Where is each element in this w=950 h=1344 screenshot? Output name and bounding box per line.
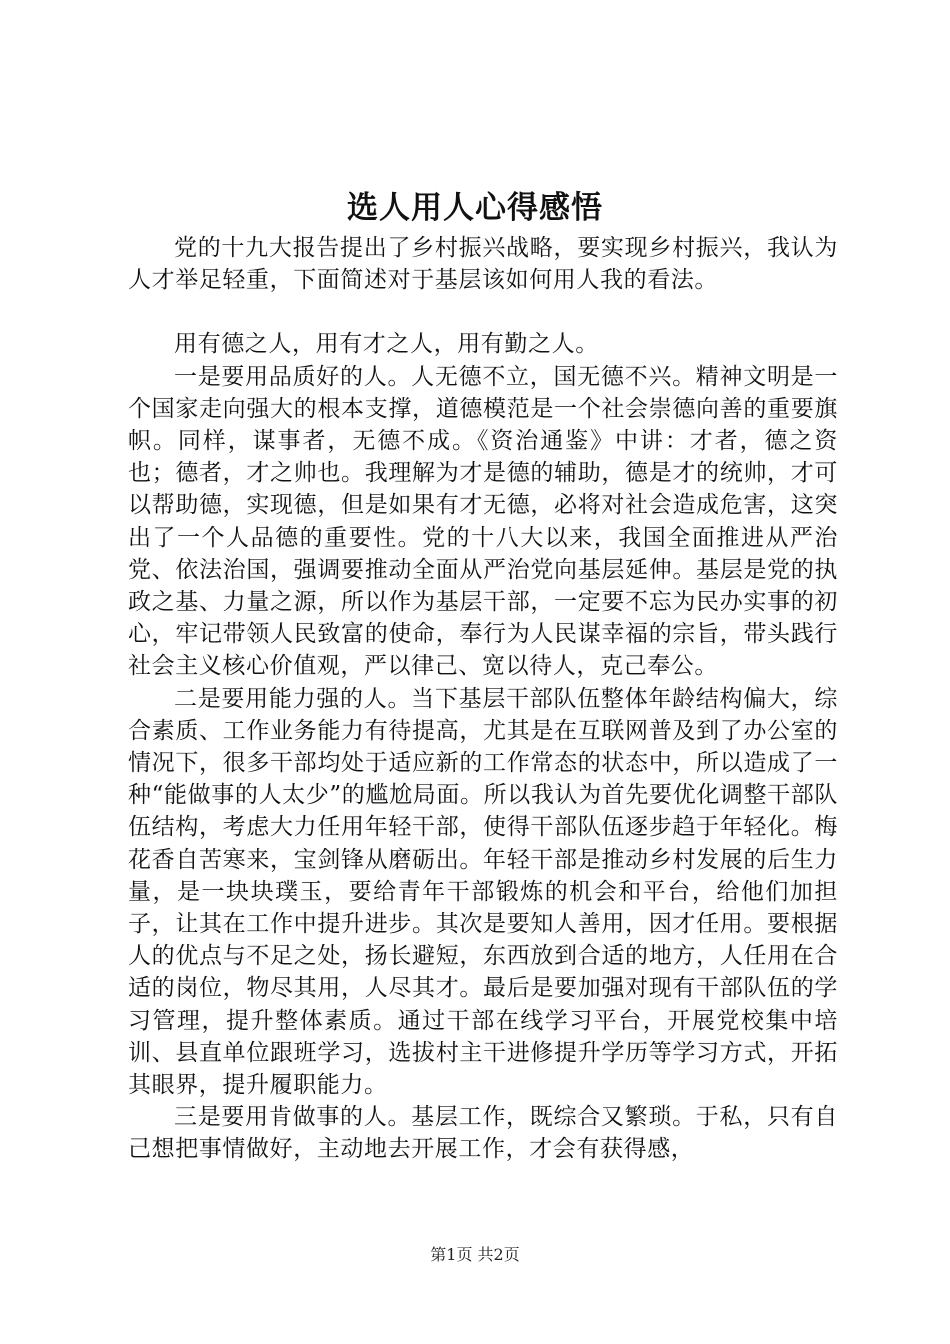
point-two-paragraph: 二是要用能力强的人。当下基层干部队伍整体年龄结构偏大，综合素质、工作业务能力有待提高，尤其是在互联网普及到了办公室的情况下，很多干部均处于适应新的工作常态的状态中，所以造成了一种“能做事的人太少”的尴尬局面。所以我认为首先要优化调整干部队伍结构，考虑大力任用年轻干部，使得干部队伍逐步趋于年轻化。梅花香自苦寒来，宝剑锋从磨砺出。年轻干部是推动乡村发展的后生力量，是一块块璞玉，要给青年干部锻炼的机会和平台，给他们加担子，让其在工作中提升进步。其次是要知人善用，因才任用。要根据人的优点与不足之处，扬长避短，东西放到合适的地方，人任用在合适的岗位，物尽其用，人尽其才。最后是要加强对现有干部队伍的学习管理，提升整体素质。通过干部在线学习平台，开展党校集中培训、县直单位跟班学习，选拔村主干进修提升学历等学习方式，开拓其眼界，提升履职能力。	[128, 685, 838, 1099]
page-footer: 第1页 共2页	[430, 1245, 520, 1264]
intro-paragraph: 党的十九大报告提出了乡村振兴战略，要实现乡村振兴，我认为人才举足轻重，下面简述对于基层该如何用人我的看法。	[128, 235, 838, 294]
document-title: 选人用人心得感悟	[347, 190, 603, 226]
point-three-paragraph: 三是要用肯做事的人。基层工作，既综合又繁琐。于私，只有自己想把事情做好，主动地去开展工作，才会有获得感，	[128, 1104, 838, 1163]
point-one-paragraph: 一是要用品质好的人。人无德不立，国无德不兴。精神文明是一个国家走向强大的根本支撑，道德模范是一个社会崇德向善的重要旗帜。同样，谋事者，无德不成。《资治通鉴》中讲：才者，德之资也；德者，才之帅也。我理解为才是德的辅助，德是才的统帅，才可以帮助德，实现德，但是如果有才无德，必将对社会造成危害，这突出了一个人品德的重要性。党的十八大以来，我国全面推进从严治党、依法治国，强调要推动全面从严治党向基层延伸。基层是党的执政之基、力量之源，所以作为基层干部，一定要不忘为民办实事的初心，牢记带领人民致富的使命，奉行为人民谋幸福的宗旨，带头践行社会主义核心价值观，严以律己、宽以待人，克己奉公。	[128, 363, 838, 680]
summary-paragraph: 用有德之人，用有才之人，用有勤之人。	[174, 331, 599, 358]
document-body	[128, 232, 838, 1166]
